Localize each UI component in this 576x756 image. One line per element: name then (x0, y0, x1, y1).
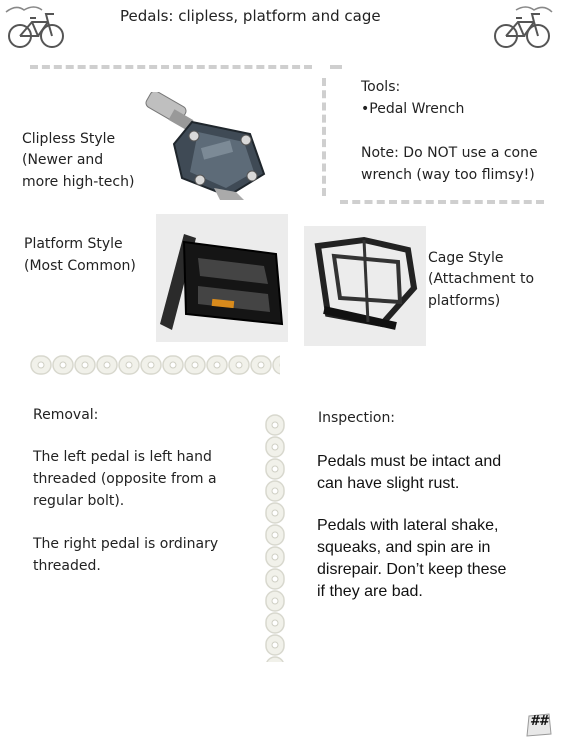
inspection-p1-line2: can have slight rust. (317, 475, 460, 492)
dashed-divider-bottom (340, 200, 544, 204)
tools-heading: Tools: (361, 79, 401, 95)
chain-decoration-vertical (256, 414, 294, 662)
dashed-divider-vertical (322, 78, 326, 196)
inspection-p2-line4: if they are bad. (317, 583, 423, 600)
tools-note-line2: wrench (way too flimsy!) (361, 167, 535, 183)
removal-heading: Removal: (33, 407, 99, 423)
cage-label-line3: platforms) (428, 293, 501, 309)
page-number: ## (529, 714, 549, 729)
removal-p2-line1: The right pedal is ordinary (33, 536, 219, 552)
clipless-label-line2: (Newer and (22, 152, 104, 168)
platform-pedal-image (156, 214, 288, 342)
tools-note-line1: Note: Do NOT use a cone (361, 145, 538, 161)
inspection-p2-line2: squeaks, and spin are in (317, 539, 491, 556)
removal-p1-line3: regular bolt). (33, 493, 125, 509)
bicycle-illustration-left (4, 2, 68, 52)
dashed-divider-top-right (330, 65, 342, 69)
inspection-p1-line1: Pedals must be intact and (317, 453, 502, 470)
inspection-heading: Inspection: (318, 410, 396, 426)
platform-label-line2: (Most Common) (24, 258, 136, 274)
cage-label-line1: Cage Style (428, 250, 504, 266)
clipless-pedal-image (140, 92, 272, 204)
dashed-divider-top-left (30, 65, 312, 69)
platform-label-line1: Platform Style (24, 236, 123, 252)
inspection-p2-line1: Pedals with lateral shake, (317, 517, 499, 534)
page-title: Pedals: clipless, platform and cage (120, 7, 381, 25)
removal-p1-line2: threaded (opposite from a (33, 471, 217, 487)
removal-p2-line2: threaded. (33, 558, 101, 574)
cage-label-line2: (Attachment to (428, 271, 535, 287)
bicycle-illustration-right (490, 2, 554, 52)
removal-p1-line1: The left pedal is left hand (33, 449, 212, 465)
tools-item: •Pedal Wrench (361, 101, 465, 117)
clipless-label-line3: more high-tech) (22, 174, 135, 190)
clipless-label-line1: Clipless Style (22, 131, 116, 147)
inspection-p2-line3: disrepair. Don’t keep these (317, 561, 507, 578)
cage-pedal-image (304, 226, 426, 346)
chain-decoration-horizontal (30, 346, 280, 384)
